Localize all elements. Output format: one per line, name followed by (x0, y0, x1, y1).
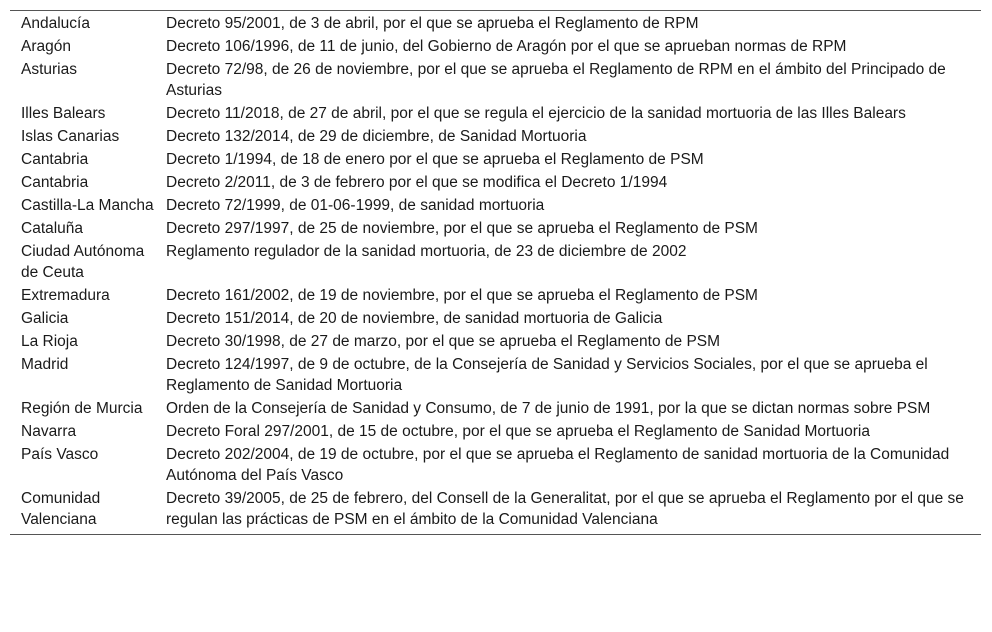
region-cell: País Vasco (21, 446, 99, 463)
region-cell: Andalucía (21, 15, 90, 32)
table-row (10, 420, 981, 443)
table-row (10, 148, 981, 171)
table-row (10, 330, 981, 353)
table-row (10, 58, 981, 102)
decree-cell: Decreto 39/2005, de 25 de febrero, del Consell de la Generalitat, por el que se aprueba el Reglamento por el que se regulan las prácticas de PSM en el ámbito de la Comunidad Valenciana (166, 490, 964, 528)
region-cell: Cantabria (21, 174, 89, 191)
table-row (10, 240, 981, 284)
region-cell: Madrid (21, 356, 69, 373)
decree-cell: Decreto 95/2001, de 3 de abril, por el que se aprueba el Reglamento de RPM (166, 15, 699, 32)
table-row (10, 397, 981, 420)
decree-cell: Decreto Foral 297/2001, de 15 de octubre, por el que se aprueba el Reglamento de Sanidad Mortuoria (166, 423, 870, 440)
decree-cell: Decreto 202/2004, de 19 de octubre, por el que se aprueba el Reglamento de sanidad mortuoria de la Comunidad Autónoma del País Vasco (166, 446, 950, 484)
decree-cell: Decreto 1/1994, de 18 de enero por el que se aprueba el Reglamento de PSM (166, 151, 704, 168)
regulations-table (10, 10, 981, 535)
table-row (10, 11, 981, 35)
region-cell: Aragón (21, 38, 71, 55)
decree-cell: Decreto 132/2014, de 29 de diciembre, de Sanidad Mortuoria (166, 128, 587, 145)
decree-cell: Decreto 161/2002, de 19 de noviembre, por el que se aprueba el Reglamento de PSM (166, 287, 758, 304)
table-row (10, 171, 981, 194)
decree-cell: Decreto 124/1997, de 9 de octubre, de la Consejería de Sanidad y Servicios Sociales, por el que se aprueba el Reglamento de Sanidad Mortuoria (166, 356, 928, 394)
decree-cell: Decreto 72/1999, de 01-06-1999, de sanidad mortuoria (166, 197, 545, 214)
region-cell: Illes Balears (21, 105, 106, 122)
region-cell: Cantabria (21, 151, 89, 168)
table-row (10, 487, 981, 534)
table-row (10, 307, 981, 330)
decree-cell: Decreto 30/1998, de 27 de marzo, por el que se aprueba el Reglamento de PSM (166, 333, 721, 350)
table-row (10, 125, 981, 148)
table-row (10, 284, 981, 307)
region-cell: Asturias (21, 61, 77, 78)
region-cell: Extremadura (21, 287, 110, 304)
region-cell: Islas Canarias (21, 128, 120, 145)
table-row (10, 217, 981, 240)
region-cell: Castilla-La Mancha (21, 197, 154, 214)
region-cell: La Rioja (21, 333, 78, 350)
decree-cell: Orden de la Consejería de Sanidad y Consumo, de 7 de junio de 1991, por la que se dictan normas sobre PSM (166, 400, 931, 417)
table-row (10, 35, 981, 58)
table-row (10, 194, 981, 217)
decree-cell: Decreto 11/2018, de 27 de abril, por el que se regula el ejercicio de la sanidad mortuoria de las Illes Balears (166, 105, 906, 122)
table-row (10, 102, 981, 125)
region-cell: Ciudad Autónoma de Ceuta (21, 243, 145, 281)
decree-cell: Decreto 297/1997, de 25 de noviembre, por el que se aprueba el Reglamento de PSM (166, 220, 758, 237)
region-cell: Cataluña (21, 220, 84, 237)
region-cell: Galicia (21, 310, 69, 327)
decree-cell: Decreto 151/2014, de 20 de noviembre, de sanidad mortuoria de Galicia (166, 310, 663, 327)
region-cell: Comunidad Valenciana (21, 490, 101, 528)
decree-cell: Reglamento regulador de la sanidad mortuoria, de 23 de diciembre de 2002 (166, 243, 687, 260)
decree-cell: Decreto 72/98, de 26 de noviembre, por el que se aprueba el Reglamento de RPM en el ámbito del Principado de Asturias (166, 61, 946, 99)
table-row (10, 353, 981, 397)
regulations-table-grid (10, 11, 981, 534)
table-row (10, 443, 981, 487)
decree-cell: Decreto 2/2011, de 3 de febrero por el que se modifica el Decreto 1/1994 (166, 174, 668, 191)
decree-cell: Decreto 106/1996, de 11 de junio, del Gobierno de Aragón por el que se aprueban normas de RPM (166, 38, 847, 55)
region-cell: Región de Murcia (21, 400, 143, 417)
region-cell: Navarra (21, 423, 77, 440)
